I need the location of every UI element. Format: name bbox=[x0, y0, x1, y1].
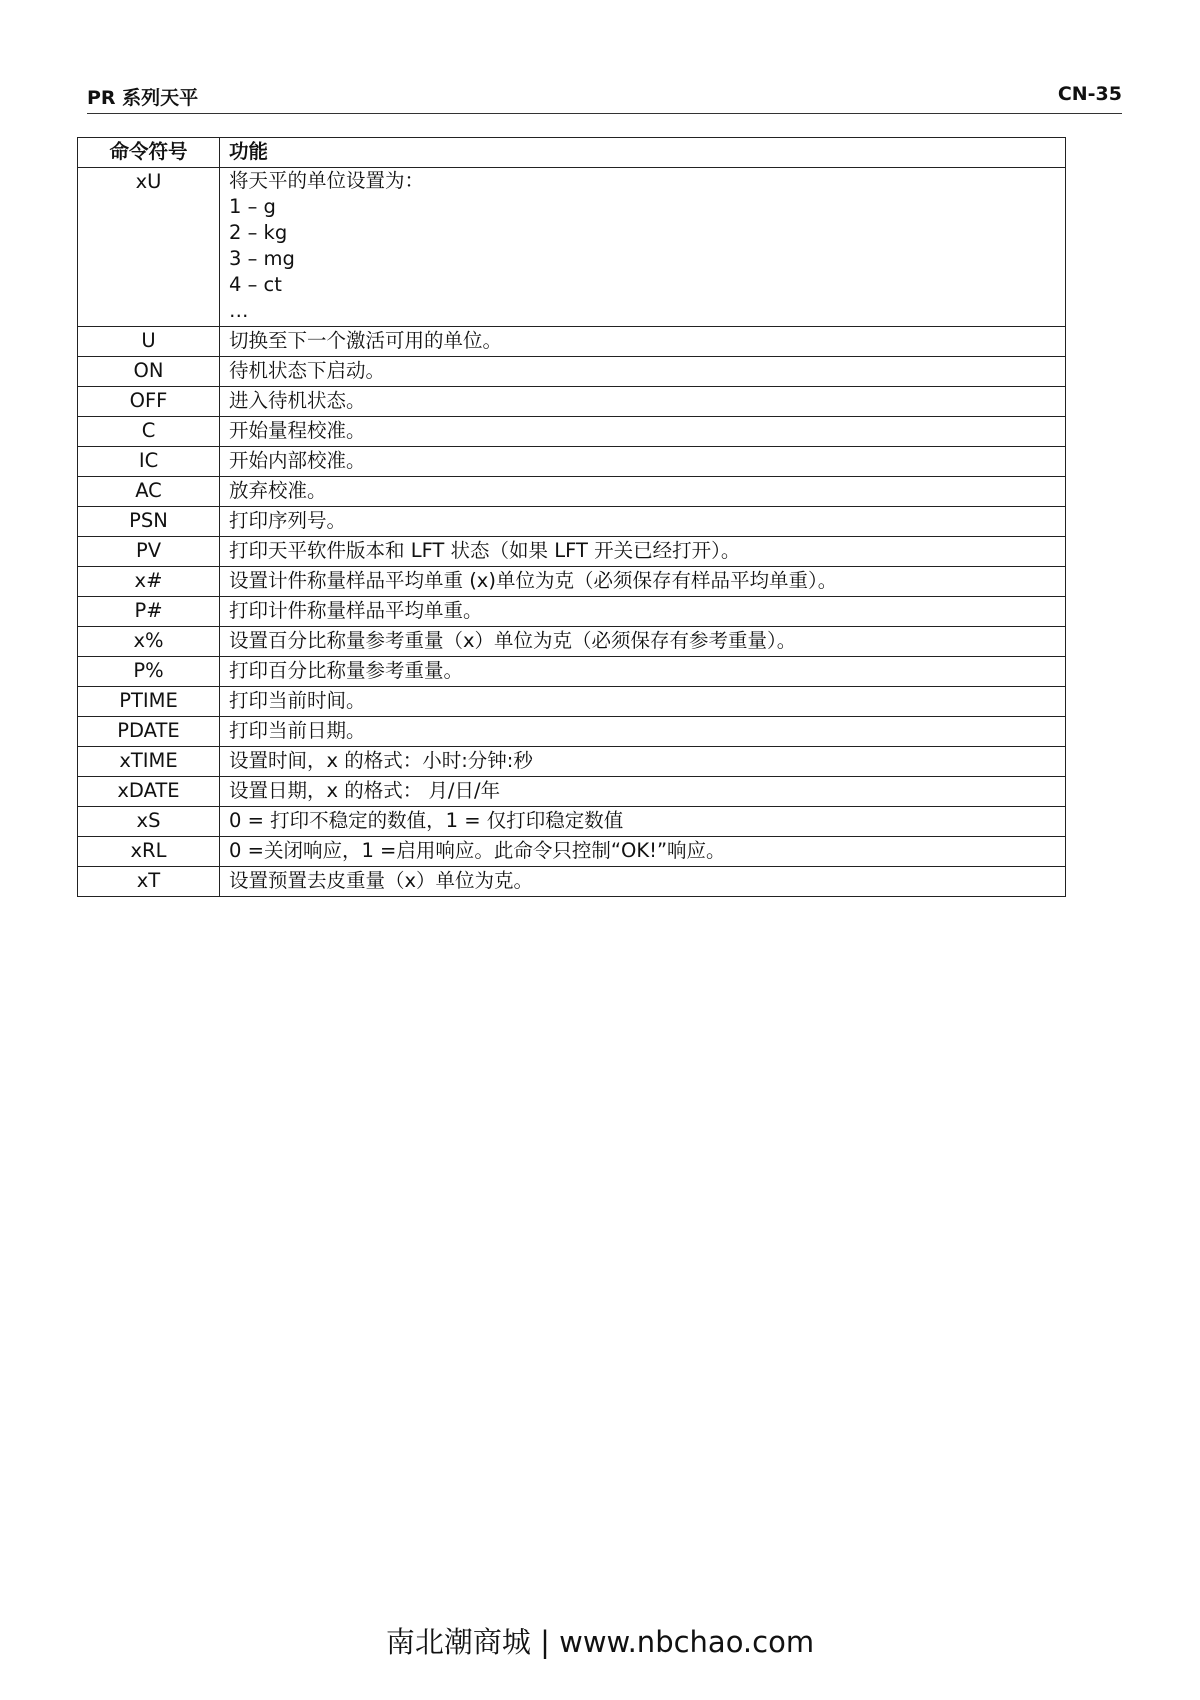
command-cell: PSN bbox=[78, 507, 220, 537]
description-cell: 待机状态下启动。 bbox=[220, 357, 1066, 387]
command-cell: xTIME bbox=[78, 747, 220, 777]
description-cell: 0 =关闭响应，1 =启用响应。此命令只控制“OK!”响应。 bbox=[220, 837, 1066, 867]
description-cell: 打印百分比称量参考重量。 bbox=[220, 657, 1066, 687]
command-cell: PDATE bbox=[78, 717, 220, 747]
description-cell: 打印计件称量样品平均单重。 bbox=[220, 597, 1066, 627]
table-row bbox=[78, 867, 1066, 897]
table-header-row bbox=[78, 138, 1066, 168]
command-cell: IC bbox=[78, 447, 220, 477]
command-cell: ON bbox=[78, 357, 220, 387]
table-row bbox=[78, 477, 1066, 507]
command-cell: C bbox=[78, 417, 220, 447]
command-cell: xS bbox=[78, 807, 220, 837]
command-cell: PTIME bbox=[78, 687, 220, 717]
description-cell: 放弃校准。 bbox=[220, 477, 1066, 507]
command-cell: AC bbox=[78, 477, 220, 507]
table-row bbox=[78, 168, 1066, 327]
table-row bbox=[78, 597, 1066, 627]
unit-option: 3 – mg bbox=[229, 247, 295, 270]
command-cell: PV bbox=[78, 537, 220, 567]
table-row bbox=[78, 507, 1066, 537]
command-cell: OFF bbox=[78, 387, 220, 417]
unit-option: 4 – ct bbox=[229, 273, 282, 296]
description-cell: 打印当前时间。 bbox=[220, 687, 1066, 717]
description-cell: 设置日期，x 的格式： 月/日/年 bbox=[220, 777, 1066, 807]
table-row bbox=[78, 627, 1066, 657]
description-cell: 打印当前日期。 bbox=[220, 717, 1066, 747]
command-cell: xU bbox=[78, 168, 220, 327]
description-cell: 设置时间，x 的格式：小时:分钟:秒 bbox=[220, 747, 1066, 777]
table-row bbox=[78, 687, 1066, 717]
command-cell: x% bbox=[78, 627, 220, 657]
command-cell: xDATE bbox=[78, 777, 220, 807]
table-row bbox=[78, 447, 1066, 477]
description-cell: 打印天平软件版本和 LFT 状态（如果 LFT 开关已经打开）。 bbox=[220, 537, 1066, 567]
description-cell: 开始量程校准。 bbox=[220, 417, 1066, 447]
page-number: CN-35 bbox=[1057, 83, 1122, 105]
description-cell bbox=[220, 168, 1066, 327]
description-cell: 设置计件称量样品平均单重 (x)单位为克（必须保存有样品平均单重）。 bbox=[220, 567, 1066, 597]
document-title: PR 系列天平 bbox=[87, 87, 199, 109]
table-row bbox=[78, 327, 1066, 357]
table-row bbox=[78, 657, 1066, 687]
description-cell: 设置预置去皮重量（x）单位为克。 bbox=[220, 867, 1066, 897]
ellipsis: … bbox=[229, 299, 249, 322]
page-header bbox=[87, 83, 1122, 114]
command-cell: xT bbox=[78, 867, 220, 897]
description-cell: 设置百分比称量参考重量（x）单位为克（必须保存有参考重量）。 bbox=[220, 627, 1066, 657]
table-row bbox=[78, 567, 1066, 597]
description-line: 将天平的单位设置为： bbox=[229, 169, 425, 192]
command-cell: P% bbox=[78, 657, 220, 687]
table-row bbox=[78, 537, 1066, 567]
column-header-function: 功能 bbox=[220, 138, 1066, 168]
table-row bbox=[78, 357, 1066, 387]
command-cell: P# bbox=[78, 597, 220, 627]
column-header-command: 命令符号 bbox=[78, 138, 220, 168]
table-row bbox=[78, 417, 1066, 447]
description-cell: 开始内部校准。 bbox=[220, 447, 1066, 477]
command-cell: U bbox=[78, 327, 220, 357]
description-cell: 打印序列号。 bbox=[220, 507, 1066, 537]
unit-option: 2 – kg bbox=[229, 221, 288, 244]
command-cell: xRL bbox=[78, 837, 220, 867]
description-cell: 进入待机状态。 bbox=[220, 387, 1066, 417]
table-row bbox=[78, 777, 1066, 807]
unit-option: 1 – g bbox=[229, 195, 276, 218]
description-cell: 切换至下一个激活可用的单位。 bbox=[220, 327, 1066, 357]
description-cell: 0 = 打印不稳定的数值，1 = 仅打印稳定数值 bbox=[220, 807, 1066, 837]
table-row bbox=[78, 717, 1066, 747]
command-table bbox=[77, 137, 1066, 897]
command-cell: x# bbox=[78, 567, 220, 597]
footer-watermark: 南北潮商城 | www.nbchao.com bbox=[385, 1625, 815, 1659]
table-row bbox=[78, 387, 1066, 417]
table-row bbox=[78, 807, 1066, 837]
table-row bbox=[78, 837, 1066, 867]
table-row bbox=[78, 747, 1066, 777]
